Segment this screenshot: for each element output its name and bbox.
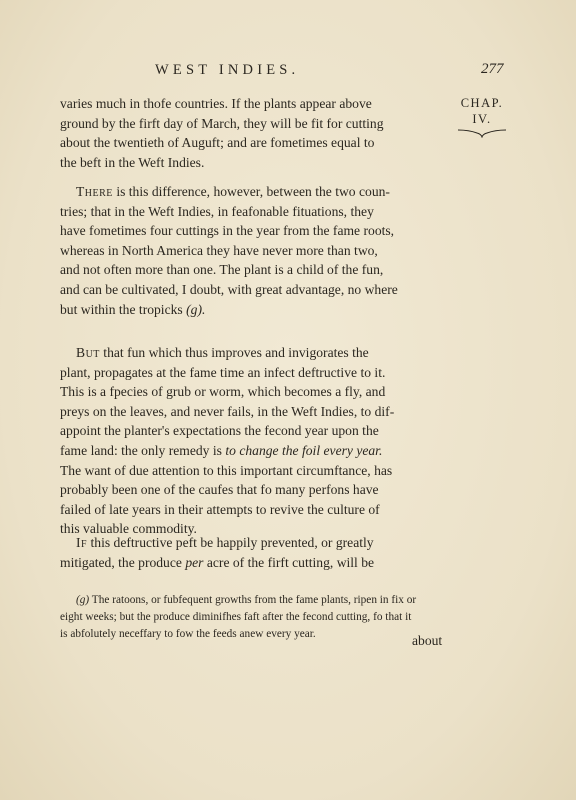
footnote [60, 592, 460, 643]
text-line: mitigated, the produce per acre of the firft cutting, will be [60, 554, 375, 570]
chapter-margin-note [452, 95, 512, 138]
text-line: have fometimes four cuttings in the year from the fame roots, [60, 223, 395, 239]
footnote-line: eight weeks; but the produce diminifhes faft after the fecond cutting, fo that it [60, 611, 412, 623]
footnote-marker: (g) [76, 594, 90, 606]
paragraph-3 [60, 343, 452, 539]
italic-emphasis: per [185, 554, 204, 570]
footnote-reference: (g). [186, 301, 206, 317]
text-line: But that fun which thus improves and invigorates the [76, 345, 369, 360]
text-line: whereas in North America they have never more than two, [60, 242, 378, 258]
page-number: 277 [481, 61, 504, 77]
lead-word: If [76, 535, 88, 550]
italic-emphasis: to change the foil every year. [225, 442, 383, 458]
text-line: ground by the firft day of March, they will be fit for cutting [60, 115, 384, 131]
text-line: probably been one of the caufes that fo many perfons have [60, 482, 379, 498]
text-line: This is a fpecies of grub or worm, which becomes a fly, and [60, 384, 386, 400]
text-line: this valuable commodity. [60, 521, 197, 537]
text-line: If this deftructive peft be happily prevented, or greatly [76, 535, 374, 550]
footnote-line: (g) The ratoons, or fubfequent growths from the fame plants, ripen in fix or [76, 594, 417, 606]
text-line: There is this difference, however, between the two coun- [76, 184, 390, 199]
running-title: WEST INDIES. [155, 62, 300, 78]
text-line: failed of late years in their attempts to revive the culture of [60, 501, 380, 517]
text-line: but within the tropicks (g). [60, 301, 206, 317]
text-line: and not often more than one. The plant is a child of the fun, [60, 262, 384, 278]
lead-word: There [76, 184, 113, 199]
text-line: fame land: the only remedy is to change the foil every year. [60, 442, 383, 458]
text-line: varies much in thofe countries. If the plants appear above [60, 96, 372, 111]
paragraph-4 [60, 533, 452, 572]
footnote-line: is abfolutely neceffary to fow the feeds anew every year. [60, 628, 316, 640]
brace-ornament-icon [457, 128, 507, 138]
text-line: The want of due attention to this important circumftance, has [60, 462, 393, 478]
paragraph-1 [60, 94, 452, 172]
text-line: appoint the planter's expectations the fecond year upon the [60, 423, 379, 439]
text-line: about the twentieth of Auguft; and are fometimes equal to [60, 135, 375, 151]
chapter-number: IV. [472, 112, 492, 126]
text-line: and can be cultivated, I doubt, with great advantage, no where [60, 281, 398, 297]
text-line: tries; that in the Weft Indies, in feafonable fituations, they [60, 203, 374, 219]
lead-word: But [76, 345, 100, 360]
chapter-label: CHAP. [460, 96, 504, 110]
paragraph-2 [60, 182, 452, 319]
text-line: plant, propagates at the fame time an infect deftructive to it. [60, 364, 386, 380]
text-line: preys on the leaves, and never fails, in the Weft Indies, to dif- [60, 403, 395, 419]
catchword: about [412, 633, 443, 648]
text-line: the beft in the Weft Indies. [60, 154, 205, 170]
